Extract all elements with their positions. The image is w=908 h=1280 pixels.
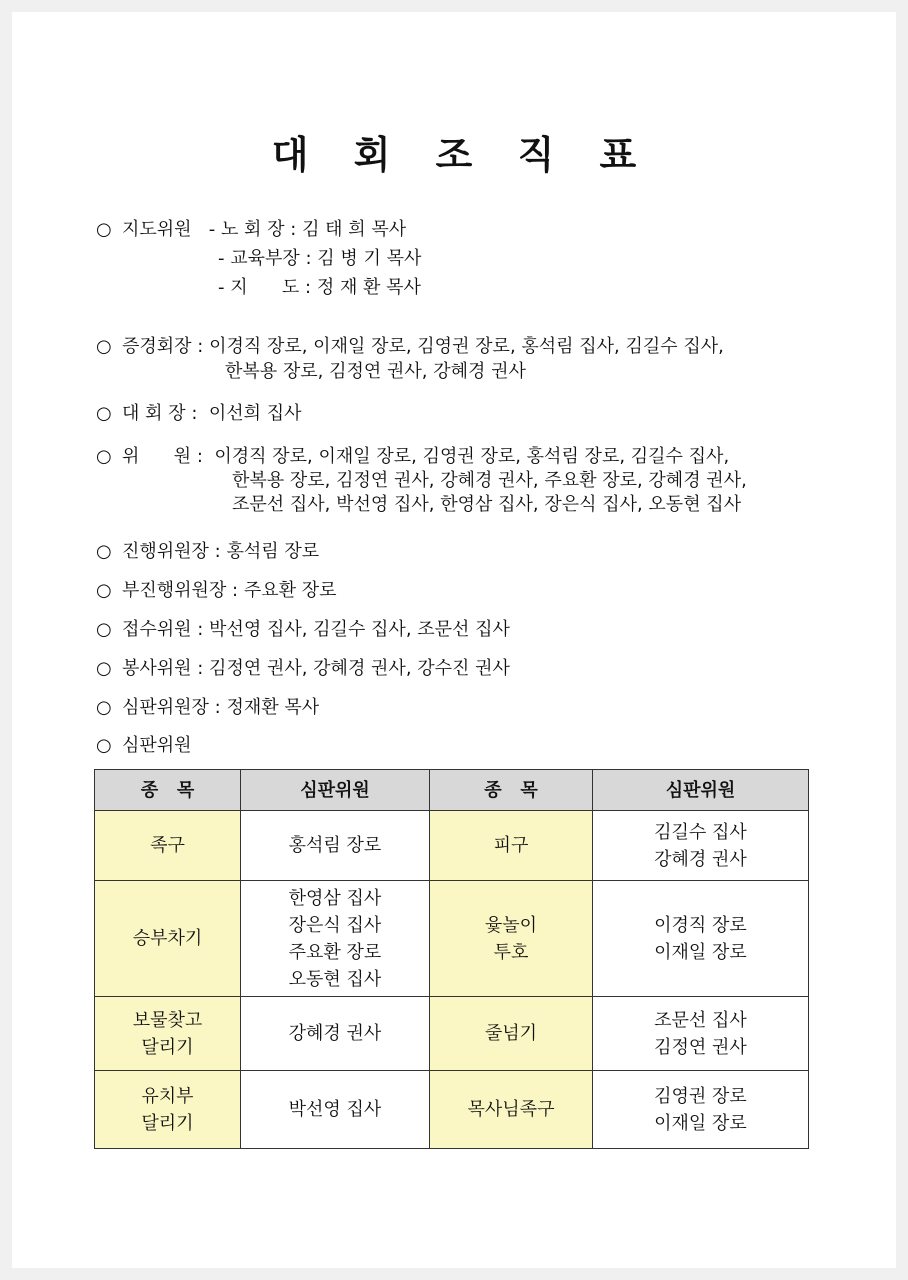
cell-text: 조문선 집사 bbox=[654, 1009, 747, 1031]
guidance-chairman: - 노 회 장 : 김 태 희 목사 bbox=[208, 219, 407, 240]
cell-text: 투호 bbox=[493, 941, 529, 963]
cell-text: 승부차기 bbox=[132, 928, 203, 949]
event-cell bbox=[95, 1071, 241, 1149]
cell-text: 목사님족구 bbox=[467, 1099, 555, 1120]
cell-text: 강혜경 권사 bbox=[288, 1023, 382, 1044]
judges-cell bbox=[241, 997, 430, 1071]
event-cell bbox=[430, 881, 593, 997]
honorary-names-1: 이경직 장로, 이재일 장로, 김영권 장로, 홍석림 집사, 김길수 집사, bbox=[209, 336, 724, 357]
guidance-label: 지도위원 bbox=[122, 219, 192, 240]
event-cell bbox=[95, 881, 241, 997]
progress-chair-line bbox=[96, 540, 319, 564]
event-cell bbox=[430, 811, 593, 881]
cell-text: 피구 bbox=[493, 835, 529, 856]
bullet-icon: ○ bbox=[96, 446, 112, 467]
bullet-icon: ○ bbox=[96, 697, 112, 718]
referee-table bbox=[94, 769, 809, 1149]
document-page bbox=[12, 12, 896, 1268]
bullet-icon: ○ bbox=[96, 219, 112, 240]
referee-chair-line bbox=[96, 696, 319, 720]
president-line bbox=[96, 402, 302, 426]
cell-text: 달리기 bbox=[141, 1036, 194, 1058]
guidance-education: - 교육부장 : 김 병 기 목사 bbox=[218, 248, 422, 269]
cell-text: 오동현 집사 bbox=[288, 968, 382, 990]
honorary-line-1 bbox=[96, 335, 724, 359]
table-row bbox=[95, 997, 809, 1071]
cell-text: 김영권 장로 bbox=[654, 1085, 747, 1107]
cell-text: 줄넘기 bbox=[484, 1023, 538, 1044]
table-body bbox=[95, 811, 809, 1149]
cell-text: 이경직 장로 bbox=[654, 914, 747, 936]
members-names-2: 한복용 장로, 김정연 권사, 강혜경 권사, 주요환 장로, 강혜경 권사, bbox=[232, 470, 747, 491]
honorary-names-2: 한복용 장로, 김정연 권사, 강혜경 권사 bbox=[225, 361, 526, 382]
bullet-icon: ○ bbox=[96, 336, 112, 357]
cell-text: 김길수 집사 bbox=[654, 821, 747, 843]
cell-text: 이재일 장로 bbox=[654, 1112, 747, 1134]
event-cell bbox=[430, 1071, 593, 1149]
cell-text: 강혜경 권사 bbox=[654, 848, 747, 870]
judges-cell bbox=[593, 811, 809, 881]
judges-cell bbox=[241, 811, 430, 881]
cell-text: 한영삼 집사 bbox=[288, 887, 382, 909]
page-title: 대 회 조 직 표 bbox=[271, 133, 653, 177]
members-label: 위 원 : bbox=[122, 446, 203, 467]
guidance-director: - 지 도 : 정 재 환 목사 bbox=[218, 277, 421, 298]
cell-text: 유치부 bbox=[141, 1085, 194, 1107]
cell-text: 윷놀이 bbox=[484, 914, 538, 936]
president-value: 이선희 집사 bbox=[208, 403, 302, 424]
cell-text: 달리기 bbox=[141, 1112, 194, 1134]
judges-cell bbox=[241, 881, 430, 997]
event-cell bbox=[430, 997, 593, 1071]
bullet-icon: ○ bbox=[96, 658, 112, 679]
cell-text: 김정연 권사 bbox=[654, 1036, 747, 1058]
progress-vice-text: 부진행위원장 : 주요환 장로 bbox=[122, 580, 337, 601]
members-line-1 bbox=[96, 445, 729, 469]
table-row bbox=[95, 811, 809, 881]
referee-chair-text: 심판위원장 : 정재환 목사 bbox=[122, 697, 320, 718]
judges-cell bbox=[241, 1071, 430, 1149]
table-row bbox=[95, 881, 809, 997]
progress-chair-text: 진행위원장 : 홍석림 장로 bbox=[122, 541, 320, 562]
bullet-icon: ○ bbox=[96, 735, 112, 756]
cell-text: 장은식 집사 bbox=[288, 914, 382, 936]
judges-cell bbox=[593, 1071, 809, 1149]
header-judges-1: 심판위원 bbox=[241, 770, 430, 811]
cell-text: 족구 bbox=[150, 835, 185, 856]
referees-text: 심판위원 bbox=[122, 735, 192, 756]
reception-text: 접수위원 : 박선영 집사, 김길수 집사, 조문선 집사 bbox=[122, 619, 510, 640]
referees-line bbox=[96, 734, 192, 758]
header-event-1: 종 목 bbox=[95, 770, 241, 811]
bullet-icon: ○ bbox=[96, 619, 112, 640]
cell-text: 박선영 집사 bbox=[288, 1099, 382, 1120]
event-cell bbox=[95, 997, 241, 1071]
members-names-3: 조문선 집사, 박선영 집사, 한영삼 집사, 장은식 집사, 오동현 집사 bbox=[232, 494, 742, 515]
table-header-row bbox=[95, 770, 809, 811]
cell-text: 주요환 장로 bbox=[288, 941, 382, 963]
members-names-1: 이경직 장로, 이재일 장로, 김영권 장로, 홍석림 장로, 김길수 집사, bbox=[214, 446, 730, 467]
bullet-icon: ○ bbox=[96, 403, 112, 424]
honorary-label: 증경회장 : bbox=[122, 336, 204, 357]
judges-cell bbox=[593, 997, 809, 1071]
cell-text: 홍석림 장로 bbox=[288, 835, 382, 856]
service-text: 봉사위원 : 김정연 권사, 강혜경 권사, 강수진 권사 bbox=[122, 658, 510, 679]
header-event-2: 종 목 bbox=[430, 770, 593, 811]
header-judges-2: 심판위원 bbox=[593, 770, 809, 811]
president-label: 대 회 장 : bbox=[122, 403, 198, 424]
event-cell bbox=[95, 811, 241, 881]
progress-vice-line bbox=[96, 579, 337, 603]
cell-text: 보물찾고 bbox=[132, 1009, 203, 1031]
guidance-line-1 bbox=[96, 218, 406, 242]
judges-cell bbox=[593, 881, 809, 997]
reception-line bbox=[96, 618, 510, 642]
bullet-icon: ○ bbox=[96, 541, 112, 562]
service-line bbox=[96, 657, 510, 681]
bullet-icon: ○ bbox=[96, 580, 112, 601]
cell-text: 이재일 장로 bbox=[654, 941, 747, 963]
table-row bbox=[95, 1071, 809, 1149]
